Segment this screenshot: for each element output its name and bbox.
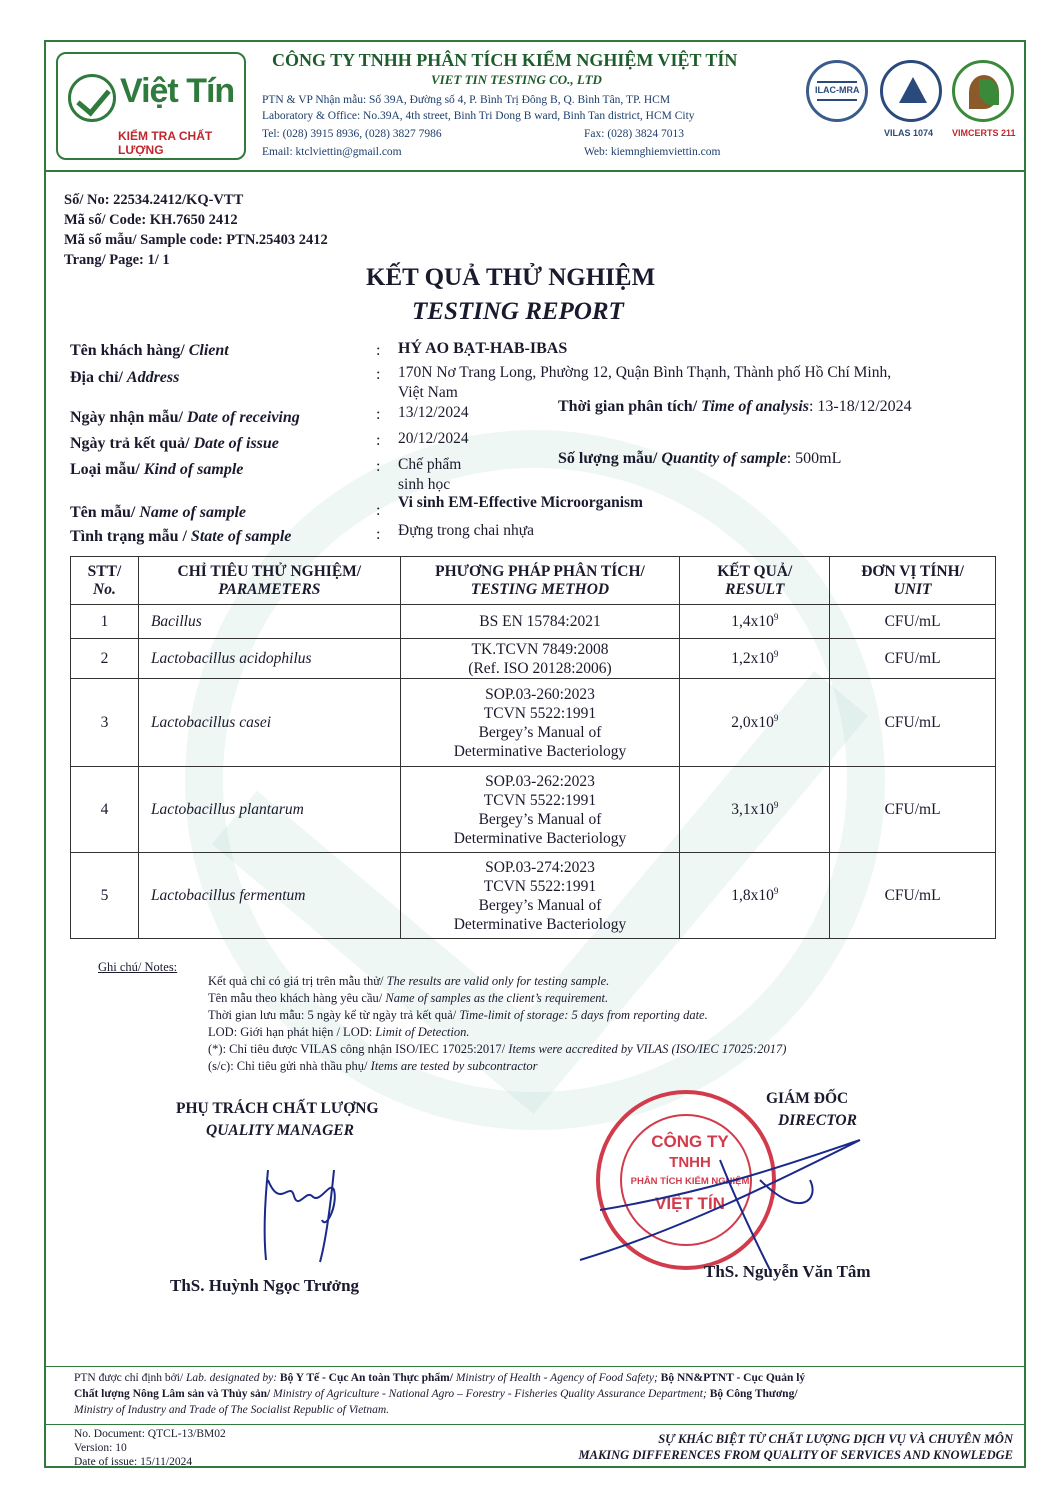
- letterhead: [46, 42, 1024, 172]
- address-vn: PTN & VP Nhận mẫu: Số 39A, Đường số 4, P. Bình Trị Đông B, Q. Bình Tân, TP. HCM: [262, 94, 671, 106]
- receiving-date-value: 13/12/2024: [398, 404, 469, 421]
- method-line: TCVN 5522:1991: [483, 877, 597, 895]
- director-name: ThS. Nguyễn Văn Tâm: [704, 1262, 871, 1281]
- row-method: [400, 679, 680, 767]
- row-number: 5: [71, 853, 139, 939]
- row-result: [680, 605, 830, 639]
- col-parameters-header: CHỈ TIÊU THỬ NGHIỆM/ PARAMETERS: [138, 557, 400, 605]
- table-row: [71, 767, 996, 853]
- row-parameter: Lactobacillus plantarum: [138, 767, 400, 853]
- row-number: 4: [71, 767, 139, 853]
- designation-line-2: Chất lượng Nông Lâm sản và Thủy sản/ Ministry of Agriculture - National Agro – Forestry - Fisheries Quality Assurance Department; Bộ Công Thương/: [74, 1388, 798, 1400]
- seal-line-2: TNHH: [669, 1154, 711, 1171]
- row-method: [400, 767, 680, 853]
- col-result-header: KẾT QUẢ/ RESULT: [680, 557, 830, 605]
- report-code: Mã số/ Code: KH.7650 2412: [64, 212, 238, 228]
- row-unit: CFU/mL: [830, 679, 996, 767]
- kind-value-line2: sinh học: [398, 476, 451, 493]
- receiving-date-label: Ngày nhận mẫu/ Date of receiving: [70, 409, 300, 426]
- ilac-mra-badge: [806, 60, 868, 122]
- sample-name-label: Tên mẫu/ Name of sample: [70, 504, 246, 521]
- document-number: No. Document: QTCL-13/BM02: [74, 1428, 226, 1440]
- designation-line-1: PTN được chỉ định bởi/ Lab. designated by: Bộ Y Tế - Cục An toàn Thực phẩm/ Ministry of Health - Agency of Food Safety; Bộ NN&PTNT - Cục Quản lý: [74, 1372, 806, 1384]
- result-exponent: 9: [773, 611, 779, 622]
- row-result: [680, 679, 830, 767]
- result-value: 2,0x10: [731, 714, 774, 732]
- result-exponent: 9: [773, 799, 779, 810]
- address-en: Laboratory & Office: No.39A, 4th street, Binh Tri Dong B ward, Binh Tan district, HCM City: [262, 110, 695, 122]
- method-line: (Ref. ISO 20128:2006): [468, 659, 612, 677]
- row-method: [400, 853, 680, 939]
- row-parameter: Bacillus: [138, 605, 400, 639]
- row-parameter: Lactobacillus acidophilus: [138, 639, 400, 679]
- row-parameter: Lactobacillus casei: [138, 679, 400, 767]
- slogan-en: MAKING DIFFERENCES FROM QUALITY OF SERVICES AND KNOWLEDGE: [578, 1448, 1013, 1462]
- sample-name-value: Vi sinh EM-Effective Microorganism: [398, 494, 643, 511]
- table-header-row: [71, 557, 996, 605]
- sample-name-colon: :: [376, 502, 381, 519]
- vilas-badge: [880, 60, 942, 122]
- logo-name: Việt Tín: [120, 72, 235, 110]
- note-line: (s/c): Chỉ tiêu gửi nhà thầu phụ/ Items are tested by subcontractor: [208, 1059, 538, 1073]
- row-parameter: Lactobacillus fermentum: [138, 853, 400, 939]
- client-label: Tên khách hàng/ Client: [70, 342, 229, 359]
- result-value: 1,8x10: [731, 887, 774, 905]
- row-method: [400, 605, 680, 639]
- method-line: Bergey’s Manual of: [478, 896, 602, 914]
- note-line: Tên mẫu theo khách hàng yêu cầu/ Name of samples as the client’s requirement.: [208, 991, 609, 1005]
- result-exponent: 9: [773, 648, 779, 659]
- method-line: Determinative Bacteriology: [453, 915, 627, 933]
- quality-manager-title-vn: PHỤ TRÁCH CHẤT LƯỢNG: [176, 1100, 379, 1117]
- sample-code: Mã số mẫu/ Sample code: PTN.25403 2412: [64, 232, 328, 248]
- document-date: Date of issue: 15/11/2024: [74, 1456, 193, 1468]
- row-result: [680, 767, 830, 853]
- result-exponent: 9: [773, 712, 779, 723]
- checkmark-icon: [68, 74, 116, 122]
- method-line: Bergey’s Manual of: [478, 810, 602, 828]
- method-line: Bergey’s Manual of: [478, 723, 602, 741]
- report-number: Số/ No: 22534.2412/KQ-VTT: [64, 192, 244, 208]
- result-value: 1,4x10: [731, 613, 774, 631]
- analysis-time-label: Thời gian phân tích/ Time of analysis: 13-18/12/2024: [558, 398, 912, 415]
- footer-divider-2: [46, 1424, 1024, 1425]
- row-result: [680, 853, 830, 939]
- result-exponent: 9: [773, 885, 779, 896]
- result-value: 3,1x10: [731, 801, 774, 819]
- logo-tagline: KIỂM TRA CHẤT LƯỢNG: [118, 129, 213, 157]
- row-number: 2: [71, 639, 139, 679]
- row-result: [680, 639, 830, 679]
- issue-date-label: Ngày trả kết quả/ Date of issue: [70, 435, 279, 452]
- triangle-icon: [899, 77, 927, 103]
- method-line: TCVN 5522:1991: [483, 791, 597, 809]
- slogan-vn: SỰ KHÁC BIỆT TỪ CHẤT LƯỢNG DỊCH VỤ VÀ CHUYÊN MÔN: [658, 1432, 1013, 1446]
- quality-manager-title-en: QUALITY MANAGER: [206, 1122, 354, 1139]
- ilac-mra-label: ILAC-MRA: [815, 85, 860, 95]
- method-line: Determinative Bacteriology: [453, 829, 627, 847]
- note-line: (*): Chỉ tiêu được VILAS công nhận ISO/IEC 17025:2017/ Items were accredited by VILAS (ISO/IEC 17025:2017): [208, 1042, 787, 1056]
- report-title-en: TESTING REPORT: [412, 298, 624, 325]
- note-line: LOD: Giới hạn phát hiện / LOD: Limit of Detection.: [208, 1025, 470, 1039]
- table-row: [71, 853, 996, 939]
- method-line: SOP.03-274:2023: [485, 858, 595, 876]
- method-line: SOP.03-262:2023: [485, 772, 595, 790]
- method-line: Determinative Bacteriology: [453, 742, 627, 760]
- receiving-date-colon: :: [376, 406, 381, 423]
- notes-heading: Ghi chú/ Notes:: [98, 960, 178, 974]
- row-unit: CFU/mL: [830, 767, 996, 853]
- document-version: Version: 10: [74, 1442, 127, 1454]
- method-line: TCVN 5522:1991: [483, 704, 597, 722]
- issue-date-value: 20/12/2024: [398, 430, 469, 447]
- note-line: Kết quả chỉ có giá trị trên mẫu thử/ The results are valid only for testing sample.: [208, 974, 610, 988]
- note-line: Thời gian lưu mẫu: 5 ngày kể từ ngày trả kết quả/ Time-limit of storage: 5 days from reporting date.: [208, 1008, 708, 1022]
- row-method: [400, 639, 680, 679]
- kind-colon: :: [376, 458, 381, 475]
- director-title-en: DIRECTOR: [778, 1112, 857, 1129]
- email: Email: ktclviettin@gmail.com: [262, 146, 402, 158]
- col-method-header: PHƯƠNG PHÁP PHÂN TÍCH/ TESTING METHOD: [400, 557, 680, 605]
- company-logo: [56, 52, 246, 160]
- client-colon: :: [376, 342, 381, 359]
- fax: Fax: (028) 3824 7013: [584, 128, 684, 140]
- website: Web: kiemnghiemviettin.com: [584, 146, 721, 158]
- address-value-line1: 170N Nơ Trang Long, Phường 12, Quận Bình Thạnh, Thành phố Hồ Chí Minh,: [398, 364, 892, 381]
- address-colon: :: [376, 366, 381, 383]
- results-table: [70, 556, 996, 939]
- row-number: 3: [71, 679, 139, 767]
- vimcerts-badge: [952, 60, 1014, 122]
- seal-line-1: CÔNG TY: [651, 1132, 729, 1151]
- telephone: Tel: (028) 3915 8936, (028) 3827 7986: [262, 128, 442, 140]
- table-row: [71, 679, 996, 767]
- designation-line-3: Ministry of Industry and Trade of The Socialist Republic of Vietnam.: [74, 1404, 390, 1416]
- row-unit: CFU/mL: [830, 605, 996, 639]
- report-title-vn: KẾT QUẢ THỬ NGHIỆM: [366, 264, 656, 291]
- address-value-line2: Việt Nam: [398, 384, 458, 401]
- issue-date-colon: :: [376, 432, 381, 449]
- state-label: Tình trạng mẫu / State of sample: [70, 528, 292, 545]
- table-row: [71, 605, 996, 639]
- company-name-en: VIET TIN TESTING CO., LTD: [431, 72, 602, 87]
- kind-label: Loại mẫu/ Kind of sample: [70, 461, 244, 478]
- footer-divider: [46, 1366, 1024, 1367]
- quantity-label: Số lượng mẫu/ Quantity of sample: 500mL: [558, 450, 842, 467]
- state-value: Đựng trong chai nhựa: [398, 522, 535, 539]
- col-unit-header: ĐƠN VỊ TÍNH/ UNIT: [830, 557, 996, 605]
- method-line: BS EN 15784:2021: [479, 613, 601, 630]
- row-number: 1: [71, 605, 139, 639]
- col-no-header: STT/ No.: [71, 557, 139, 605]
- table-row: [71, 639, 996, 679]
- quality-manager-signature: [250, 1150, 370, 1270]
- seal-line-3: PHÂN TÍCH KIỂM NGHIỆM: [630, 1176, 750, 1187]
- kind-value-line1: Chế phẩm: [398, 456, 462, 473]
- vimcerts-label: VIMCERTS 211: [952, 128, 1016, 138]
- director-signature: [560, 1120, 890, 1280]
- result-value: 1,2x10: [731, 650, 774, 668]
- row-unit: CFU/mL: [830, 853, 996, 939]
- row-unit: CFU/mL: [830, 639, 996, 679]
- state-colon: :: [376, 526, 381, 543]
- client-value: HÝ AO BẠT-HAB-IBAS: [398, 340, 568, 357]
- method-line: TK.TCVN 7849:2008: [471, 640, 609, 658]
- method-line: SOP.03-260:2023: [485, 685, 595, 703]
- seal-line-4: VIỆT TÍN: [655, 1194, 725, 1213]
- company-name-vn: CÔNG TY TNHH PHÂN TÍCH KIỂM NGHIỆM VIỆT TÍN: [272, 50, 738, 70]
- director-title-vn: GIÁM ĐỐC: [766, 1090, 849, 1107]
- address-label: Địa chỉ/ Address: [70, 369, 180, 386]
- vilas-label: VILAS 1074: [884, 128, 934, 138]
- page-number: Trang/ Page: 1/ 1: [64, 252, 170, 268]
- quality-manager-name: ThS. Huỳnh Ngọc Trưởng: [170, 1276, 360, 1295]
